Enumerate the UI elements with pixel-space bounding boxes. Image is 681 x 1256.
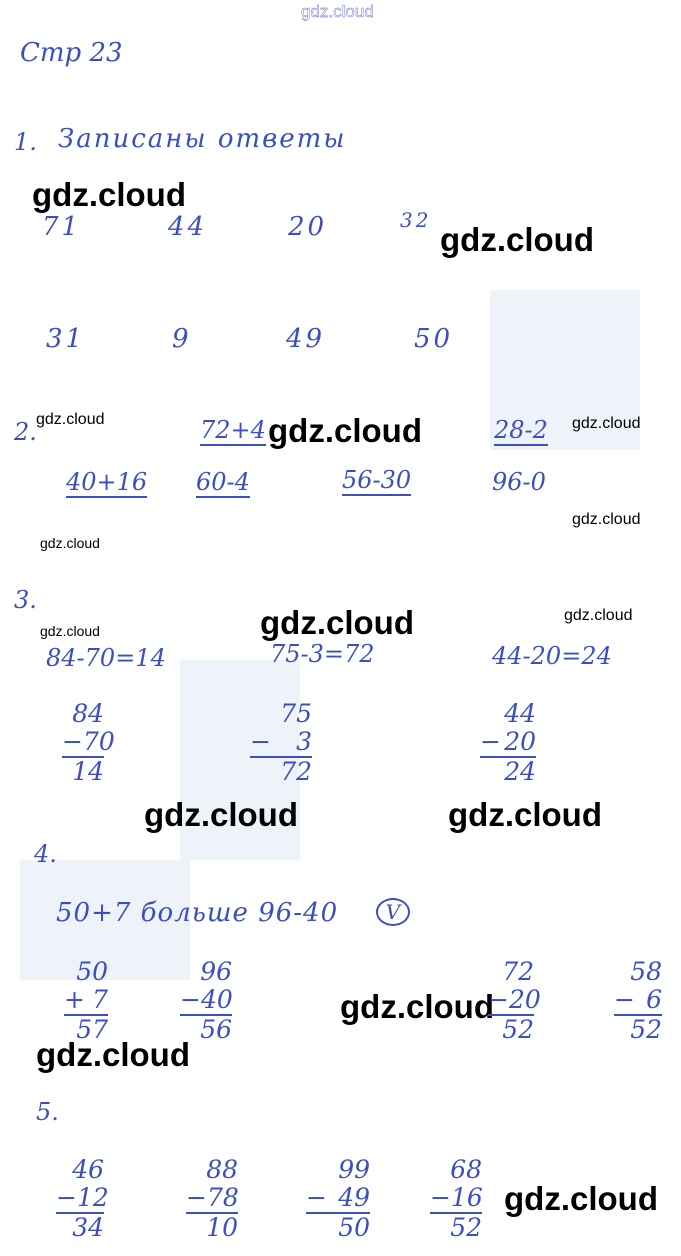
- minuend: 46: [72, 1155, 104, 1184]
- difference: 14: [72, 757, 104, 786]
- minuend: 58: [630, 957, 662, 986]
- task3-equation: 44-20=24: [492, 642, 612, 670]
- column-subtraction: 88 − 78 10: [186, 1155, 239, 1242]
- column-subtraction: 96 − 40 56: [180, 957, 233, 1044]
- minuend: 88: [206, 1155, 238, 1184]
- watermark: gdz.cloud: [301, 2, 374, 21]
- minuend: 72: [502, 957, 534, 986]
- task2-expression: 72+4: [200, 416, 266, 444]
- task1-answer: 49: [286, 324, 326, 354]
- watermark: gdz.cloud: [144, 796, 298, 833]
- watermark: gdz.cloud: [36, 1036, 190, 1073]
- subtrahend: 6: [646, 985, 662, 1014]
- difference: 52: [450, 1213, 482, 1242]
- task1-answer: 32: [400, 208, 432, 232]
- difference: 50: [338, 1213, 370, 1242]
- watermark: gdz.cloud: [268, 412, 422, 449]
- task1-number: 1.: [14, 128, 37, 156]
- task1-title: Записаны ответы: [58, 124, 347, 154]
- task5-number: 5.: [36, 1098, 59, 1126]
- column-subtraction: 99 − 49 50: [306, 1155, 370, 1242]
- task2-number: 2.: [14, 418, 37, 446]
- minuend: 84: [72, 699, 104, 728]
- watermark: gdz.cloud: [440, 221, 594, 258]
- difference: 34: [72, 1213, 104, 1242]
- column-subtraction: 72 − 20 52: [488, 957, 541, 1044]
- subtrahend: 16: [450, 1183, 483, 1212]
- difference: 72: [280, 757, 312, 786]
- task2-expression: 56-30: [342, 466, 412, 494]
- task2-expression: 28-2: [494, 416, 548, 444]
- task1-answer: 31: [46, 324, 86, 354]
- difference: 52: [502, 1015, 534, 1044]
- difference: 56: [200, 1015, 232, 1044]
- watermark: gdz.cloud: [340, 988, 494, 1025]
- task2-expression: 40+16: [66, 468, 148, 496]
- minuend: 50: [76, 957, 108, 986]
- column-subtraction: 75 − 3 72: [250, 699, 312, 786]
- task4-number: 4.: [34, 840, 57, 868]
- difference: 52: [630, 1015, 662, 1044]
- task2-expression: 96-0: [492, 468, 546, 496]
- column-subtraction: 44 − 20 24: [480, 699, 536, 786]
- task1-answer: 9: [172, 324, 192, 354]
- column-subtraction: 50 + 7 57: [64, 957, 108, 1044]
- watermark: gdz.cloud: [40, 623, 100, 639]
- task1-answer: 20: [288, 212, 328, 242]
- task3-equation: 84-70=14: [46, 644, 166, 672]
- minuend: 44: [504, 699, 536, 728]
- minuend: 99: [338, 1155, 370, 1184]
- subtrahend: 78: [206, 1183, 239, 1212]
- task1-answer: 44: [168, 212, 208, 242]
- subtrahend: 20: [508, 985, 541, 1014]
- difference: 10: [206, 1213, 238, 1242]
- column-subtraction: 84 − 70 14: [62, 699, 115, 786]
- watermark: gdz.cloud: [260, 604, 414, 641]
- task3-equation: 75-3=72: [270, 640, 375, 668]
- subtrahend: 20: [504, 727, 536, 756]
- subtrahend: 70: [82, 727, 115, 756]
- column-subtraction: 46 − 12 34: [56, 1155, 109, 1242]
- check-mark-circle: V: [376, 898, 410, 926]
- watermark: gdz.cloud: [572, 415, 641, 432]
- watermark: gdz.cloud: [40, 535, 100, 551]
- minuend: 68: [450, 1155, 482, 1184]
- watermark: gdz.cloud: [572, 511, 641, 528]
- sum: 57: [76, 1015, 108, 1044]
- addend: 7: [92, 985, 108, 1014]
- watermark: gdz.cloud: [564, 607, 633, 624]
- subtrahend: 12: [76, 1183, 109, 1212]
- page-heading: Стр 23: [20, 38, 123, 68]
- watermark: gdz.cloud: [32, 176, 186, 213]
- column-subtraction: 68 − 16 52: [430, 1155, 483, 1242]
- minuend: 96: [200, 957, 232, 986]
- difference: 24: [504, 757, 536, 786]
- watermark: gdz.cloud: [448, 796, 602, 833]
- minuend: 75: [280, 699, 312, 728]
- subtrahend: 3: [296, 727, 312, 756]
- watermark: gdz.cloud: [504, 1180, 658, 1217]
- subtrahend: 49: [338, 1183, 370, 1212]
- task3-number: 3.: [14, 586, 37, 614]
- subtrahend: 40: [200, 985, 233, 1014]
- task4-statement: 50+7 больше 96-40: [56, 898, 339, 928]
- watermark: gdz.cloud: [36, 411, 105, 428]
- task1-answer: 50: [414, 324, 454, 354]
- column-subtraction: 58 − 6 52: [614, 957, 662, 1044]
- task1-answer: 71: [42, 212, 82, 242]
- task2-expression: 60-4: [196, 468, 250, 496]
